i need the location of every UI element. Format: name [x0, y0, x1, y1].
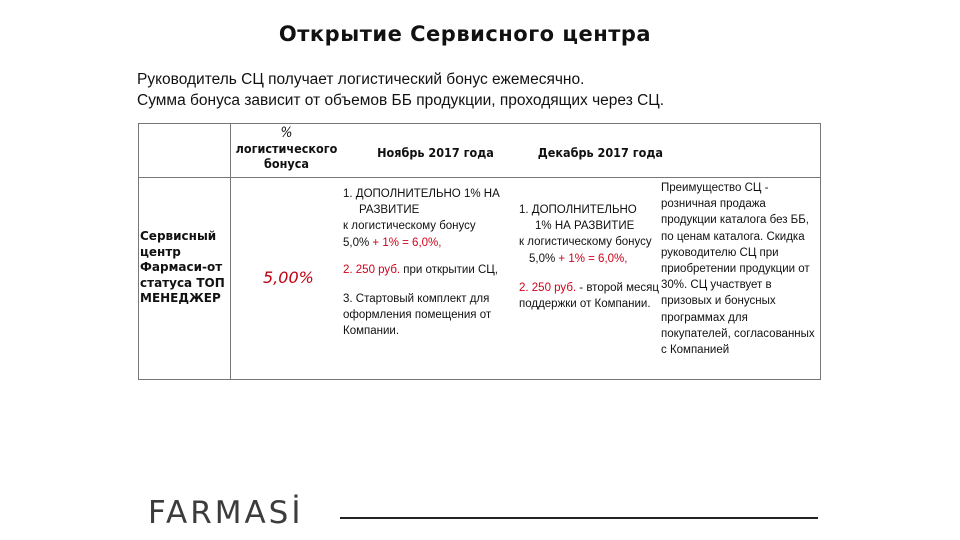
december-cell: [519, 202, 659, 312]
november-cell: [343, 186, 518, 340]
nov-item1-sub: РАЗВИТИЕ: [359, 204, 420, 217]
dec-item2-amount: 2. 250 руб.: [519, 281, 577, 294]
dec-item1-head: 1. ДОПОЛНИТЕЛЬНО: [519, 204, 637, 216]
nov-item2-text: при открытии СЦ,: [400, 263, 498, 276]
intro-line-2: Сумма бонуса зависит от объемов ББ продукции, проходящих через СЦ.: [137, 92, 665, 109]
header-percent-cell: [230, 126, 343, 171]
nov-formula-rest: + 1% = 6,0%,: [369, 236, 442, 249]
dec-item2-text: - второй месяц поддержки от Компании.: [519, 281, 659, 311]
intro-text: [137, 69, 837, 111]
header-december: Декабрь 2017 года: [537, 145, 663, 160]
intro-line-1: Руководитель СЦ получает логистический бонус ежемесячно.: [137, 71, 585, 88]
bonus-table: [138, 123, 821, 380]
nov-item1-line2: к логистическому бонусу: [343, 220, 476, 233]
dec-item1-sub: 1% НА РАЗВИТИЕ: [535, 220, 635, 233]
nov-item2-amount: 2. 250 руб.: [343, 263, 401, 276]
percent-symbol: %: [280, 125, 293, 141]
nov-item1-head: 1. ДОПОЛНИТЕЛЬНО 1% НА: [343, 188, 500, 200]
logo-underline: [340, 517, 818, 519]
row-label: Сервисный центр Фармаси-от статуса ТОП МЕНЕДЖЕР: [140, 229, 225, 305]
header-november: Ноябрь 2017 года: [377, 145, 494, 160]
table-header-divider: [138, 177, 821, 178]
nov-item1-formula: [343, 235, 518, 251]
dec-item1-formula: [519, 251, 659, 267]
dec-formula-rest: + 1% = 6,0%,: [555, 252, 628, 265]
nov-item3: 3. Стартовый комплект для оформления помещения от Компании.: [343, 293, 492, 338]
nov-formula-base: 5,0%: [343, 236, 370, 249]
dec-item1-line2: к логистическому бонусу: [519, 236, 652, 249]
nov-item2: [343, 262, 518, 278]
table-border-right: [820, 123, 821, 380]
table-border-left: [138, 123, 139, 380]
dec-formula-base: 5,0%: [529, 252, 556, 265]
slide-title: Открытие Сервисного центра: [278, 22, 652, 46]
table-border-bottom: [138, 379, 821, 380]
advantages-cell: Преимущество СЦ - розничная продажа продукции каталога без ББ, по ценам каталога. Скидка руководителю СЦ при приобретении продукции от 30%. СЦ участвует в призовых и бонусных программах для покупателей, согласованных с Компанией: [661, 182, 815, 357]
farmasi-logo: FARMASİ: [148, 495, 304, 531]
table-border-top: [138, 123, 821, 124]
header-percent-label: логистического бонуса: [235, 141, 338, 171]
percent-value: 5,00%: [263, 268, 314, 287]
dec-item2: [519, 280, 659, 312]
